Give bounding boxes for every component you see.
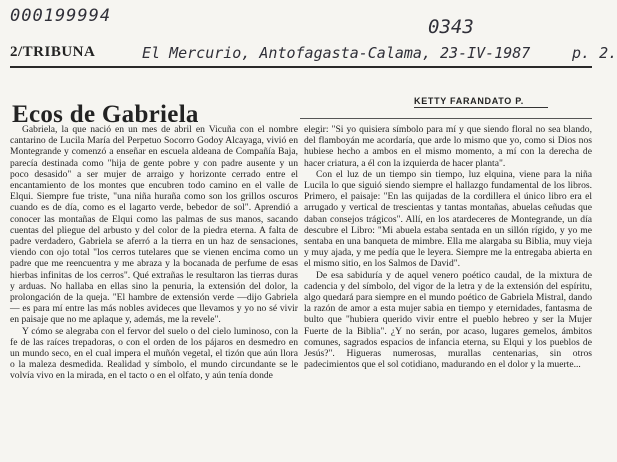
byline-rule — [300, 118, 592, 119]
handwritten-page-note: p. 2. — [572, 44, 617, 62]
handwritten-source-note: El Mercurio, Antofagasta-Calama, 23-IV-1987 — [142, 44, 531, 62]
section-header: 2/TRIBUNA — [10, 44, 96, 60]
paragraph: Y cómo se alegraba con el fervor del suelo o del cielo luminoso, con la fe de las raíces trepadoras, o con el orden de los pájaros en desmedro en un mundo seco, en el cual impera el muñón vegetal, el tizón que aún llora o la maleza desmedida. Realidad y símbolo, el mundo circundante se le volvía vivo en la mirada, en el tacto o en el olfato, y aún tenía donde — [10, 325, 298, 382]
author-byline: KETTY FARANDATO P. — [414, 96, 548, 108]
paragraph: elegir: "Si yo quisiera símbolo para mí y que siendo floral no sea blando, del flamboyán me acordaría, que arde lo mismo que yo, como si Dios nos hubiese hecho a ambos en el mismo momento, a mí con la derecha de hacer criatura, a él con la izquierda de hacer planta". — [304, 124, 592, 169]
paragraph: De esa sabiduría y de aquel venero poético caudal, de la mixtura de cadencia y del símbolo, del vigor de la letra y de la extensión del espíritu, algo quedará para siempre en el mundo poético de Gabriela Mistral, dando la razón de amor a esta mujer sabia en tiempo y eternidades, fantasma de bulto que "hubiera querido vivir entre el pueblo hebreo y ser la Mujer Fuerte de la Biblia". ¿Y no serán, por acaso, lugares gemelos, ámbitos comunes, sagrados espacios de infancia eterna, su Elqui y los pueblos de Jesús?". Higueras numerosas, murallas centenarias, sin otros padecimientos que el sol cotidiano, madurando en el dolor y la muerte... — [304, 269, 592, 371]
paragraph: Gabriela, la que nació en un mes de abril en Vicuña con el nombre cantarino de Lucila María del Perpetuo Socorro Godoy Alcayaga, vivió en Montegrande y comenzó a enseñar en escuela aldeana de Compañía Baja, parecía destinada como "hija de gente pobre y con padre ausente y un poco desasido" a ser mujer de arraigo y horizonte cerrado entre el encantamiento de los montes que encubren todo camino en el valle de Elqui. Siempre fue triste, "una niña huraña como son los grillos oscuros cuando es de día, como es el lagarto verde, bebedor de sol". Aprendió a conocer las montañas de Elqui como las palmas de sus manos, sacando cuentas del pliegue del arbusto y del color de la piedra eterna. A falta de padre verdadero, Gabriela se aferró a la tierra en un haz de sensaciones, viendo con ojo total "los cerros tutelares que se vienen encima como un padre que me reencuentra y me abraza y la bocanada de perfume de esas hierbas infinitas de los cerros". Qué extrañas le resultaron las tierras duras y arduas. No hallaba en ellas sino la penuria, la extensión del dolor, la prolongación de la queja. "El hambre de extensión verde —dijo Gabriela— es para mí entre las más nobles avideces que llevamos y yo no sé vivir en paisaje que no me aplaque y, además, me la revele". — [10, 124, 298, 326]
article-column-2 — [304, 124, 592, 458]
article-title: Ecos de Gabriela — [12, 100, 199, 128]
handwritten-archive-id: 000199994 — [10, 6, 112, 26]
header-rule — [10, 66, 592, 68]
article-column-1 — [10, 124, 298, 458]
handwritten-stamp-number: 0343 — [428, 16, 474, 38]
paragraph: Con el luz de un tiempo sin tiempo, luz elquina, viene para la niña Lucila lo que siguió siendo siempre el hallazgo fundamental de los libros. Primero, el paisaje: "En las quijadas de la cordillera el único libro era el arrugado y vertical de trescientas y tantas montañas, abuelas ceñudas que daban consejos trágicos". Allí, en los atardeceres de Montegrande, un día descubre el Libro: "Mi abuela estaba sentada en un sillón rígido, y yo me sentaba en una banqueta de mimbre. Ella me alargaba su Biblia, muy vieja y muy ajada, y me pedía que le leyera. Siempre me la entregaba abierta en el mismo sitio, en los Salmos de David". — [304, 168, 592, 270]
